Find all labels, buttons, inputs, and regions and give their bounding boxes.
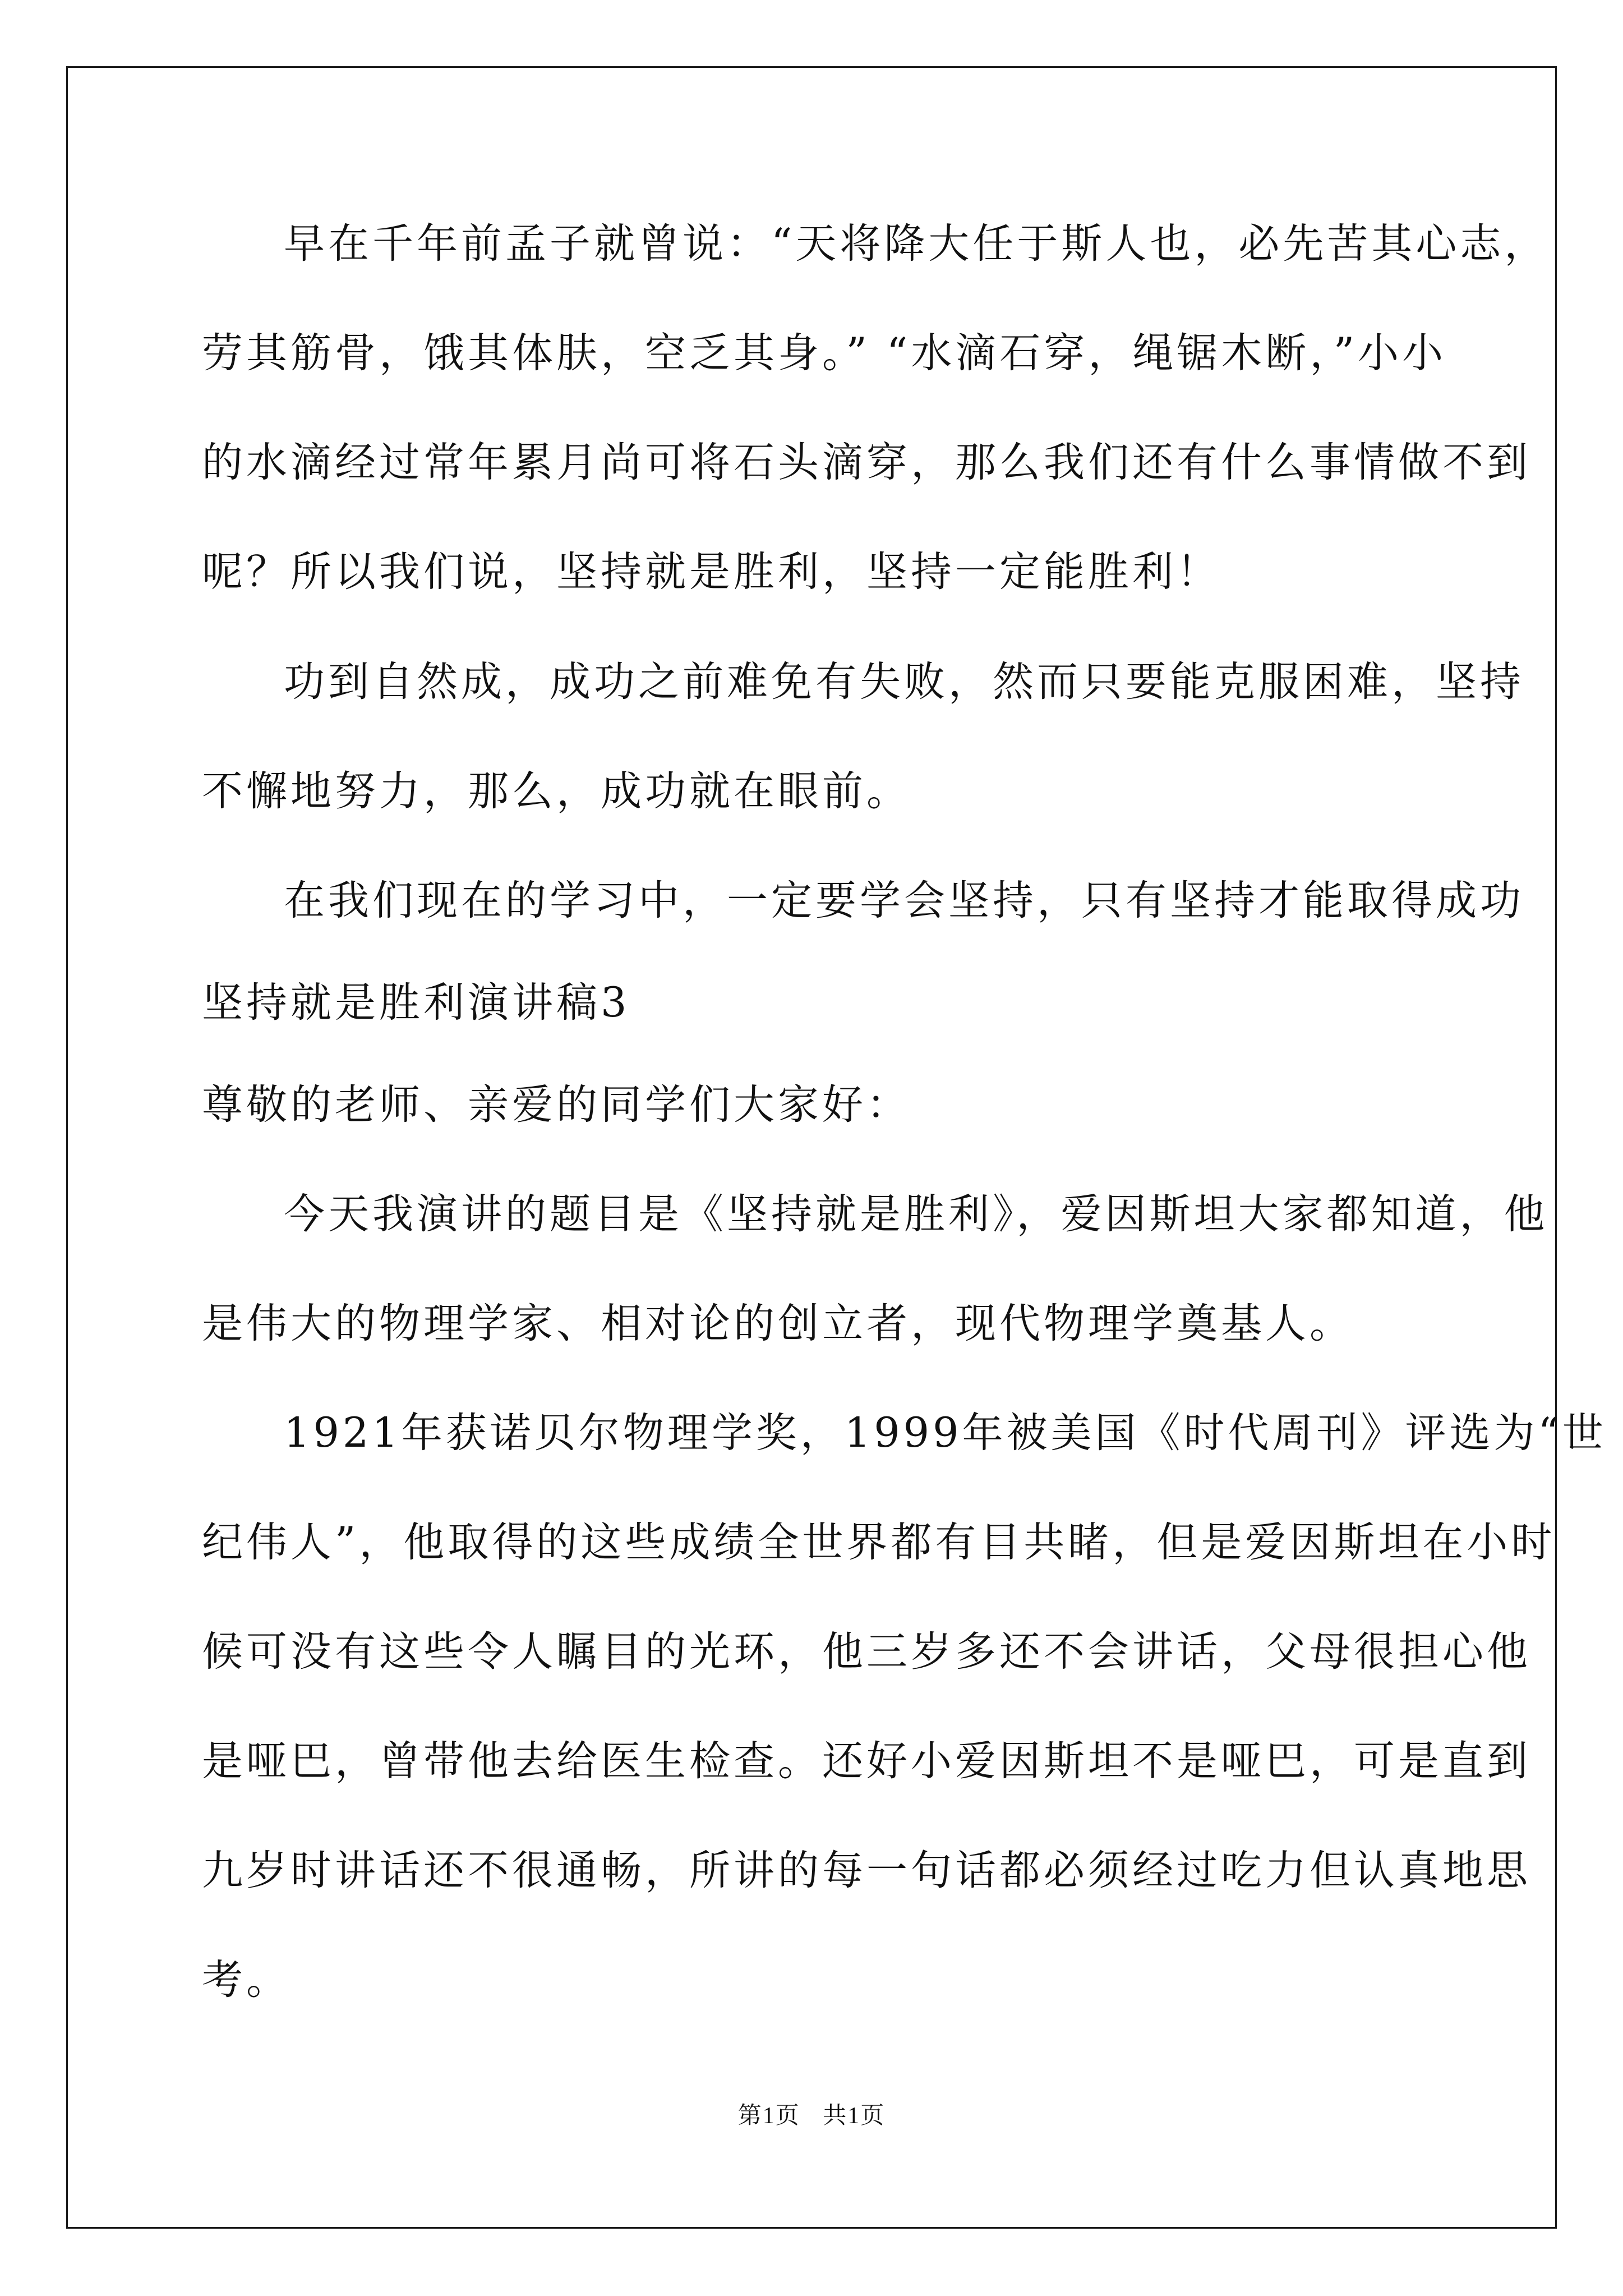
text-line: 在我们现在的学习中，一定要学会坚持，只有坚持才能取得成功 — [284, 877, 1524, 924]
text-line: 是伟大的物理学家、相对论的创立者，现代物理学奠基人。 — [202, 1300, 1354, 1347]
text-line: 1921年获诺贝尔物理学奖，1999年被美国《时代周刊》评选为“世 — [284, 1409, 1607, 1457]
text-line: 考。 — [202, 1956, 291, 2004]
text-line: 纪伟人”，他取得的这些成绩全世界都有目共睹，但是爱因斯坦在小时 — [202, 1519, 1556, 1566]
text-line: 候可没有这些令人瞩目的光环，他三岁多还不会讲话，父母很担心他 — [202, 1628, 1531, 1676]
page-number: 第1页 — [737, 2103, 800, 2129]
text-line: 呢？所以我们说，坚持就是胜利，坚持一定能胜利！ — [202, 548, 1221, 596]
text-line: 的水滴经过常年累月尚可将石头滴穿，那么我们还有什么事情做不到 — [202, 439, 1531, 486]
text-line: 九岁时讲话还不很通畅，所讲的每一句话都必须经过吃力但认真地思 — [202, 1847, 1531, 1894]
text-line: 不懈地努力，那么，成功就在眼前。 — [202, 767, 911, 815]
page-total: 共1页 — [823, 2103, 886, 2129]
salutation: 尊敬的老师、亲爱的同学们大家好： — [202, 1081, 911, 1129]
section-heading: 坚持就是胜利演讲稿3 — [202, 979, 630, 1027]
page-footer — [0, 2097, 1623, 2131]
text-line: 是哑巴，曾带他去给医生检查。还好小爱因斯坦不是哑巴，可是直到 — [202, 1737, 1531, 1785]
text-line: 今天我演讲的题目是《坚持就是胜利》，爱因斯坦大家都知道，他 — [284, 1190, 1548, 1238]
text-line: 劳其筋骨，饿其体肤，空乏其身。” “水滴石穿，绳锯木断，”小小 — [202, 329, 1447, 377]
text-line: 功到自然成，成功之前难免有失败，然而只要能克服困难，坚持 — [284, 658, 1524, 706]
text-line: 早在千年前孟子就曾说：“天将降大任于斯人也，必先苦其心志， — [284, 220, 1549, 268]
